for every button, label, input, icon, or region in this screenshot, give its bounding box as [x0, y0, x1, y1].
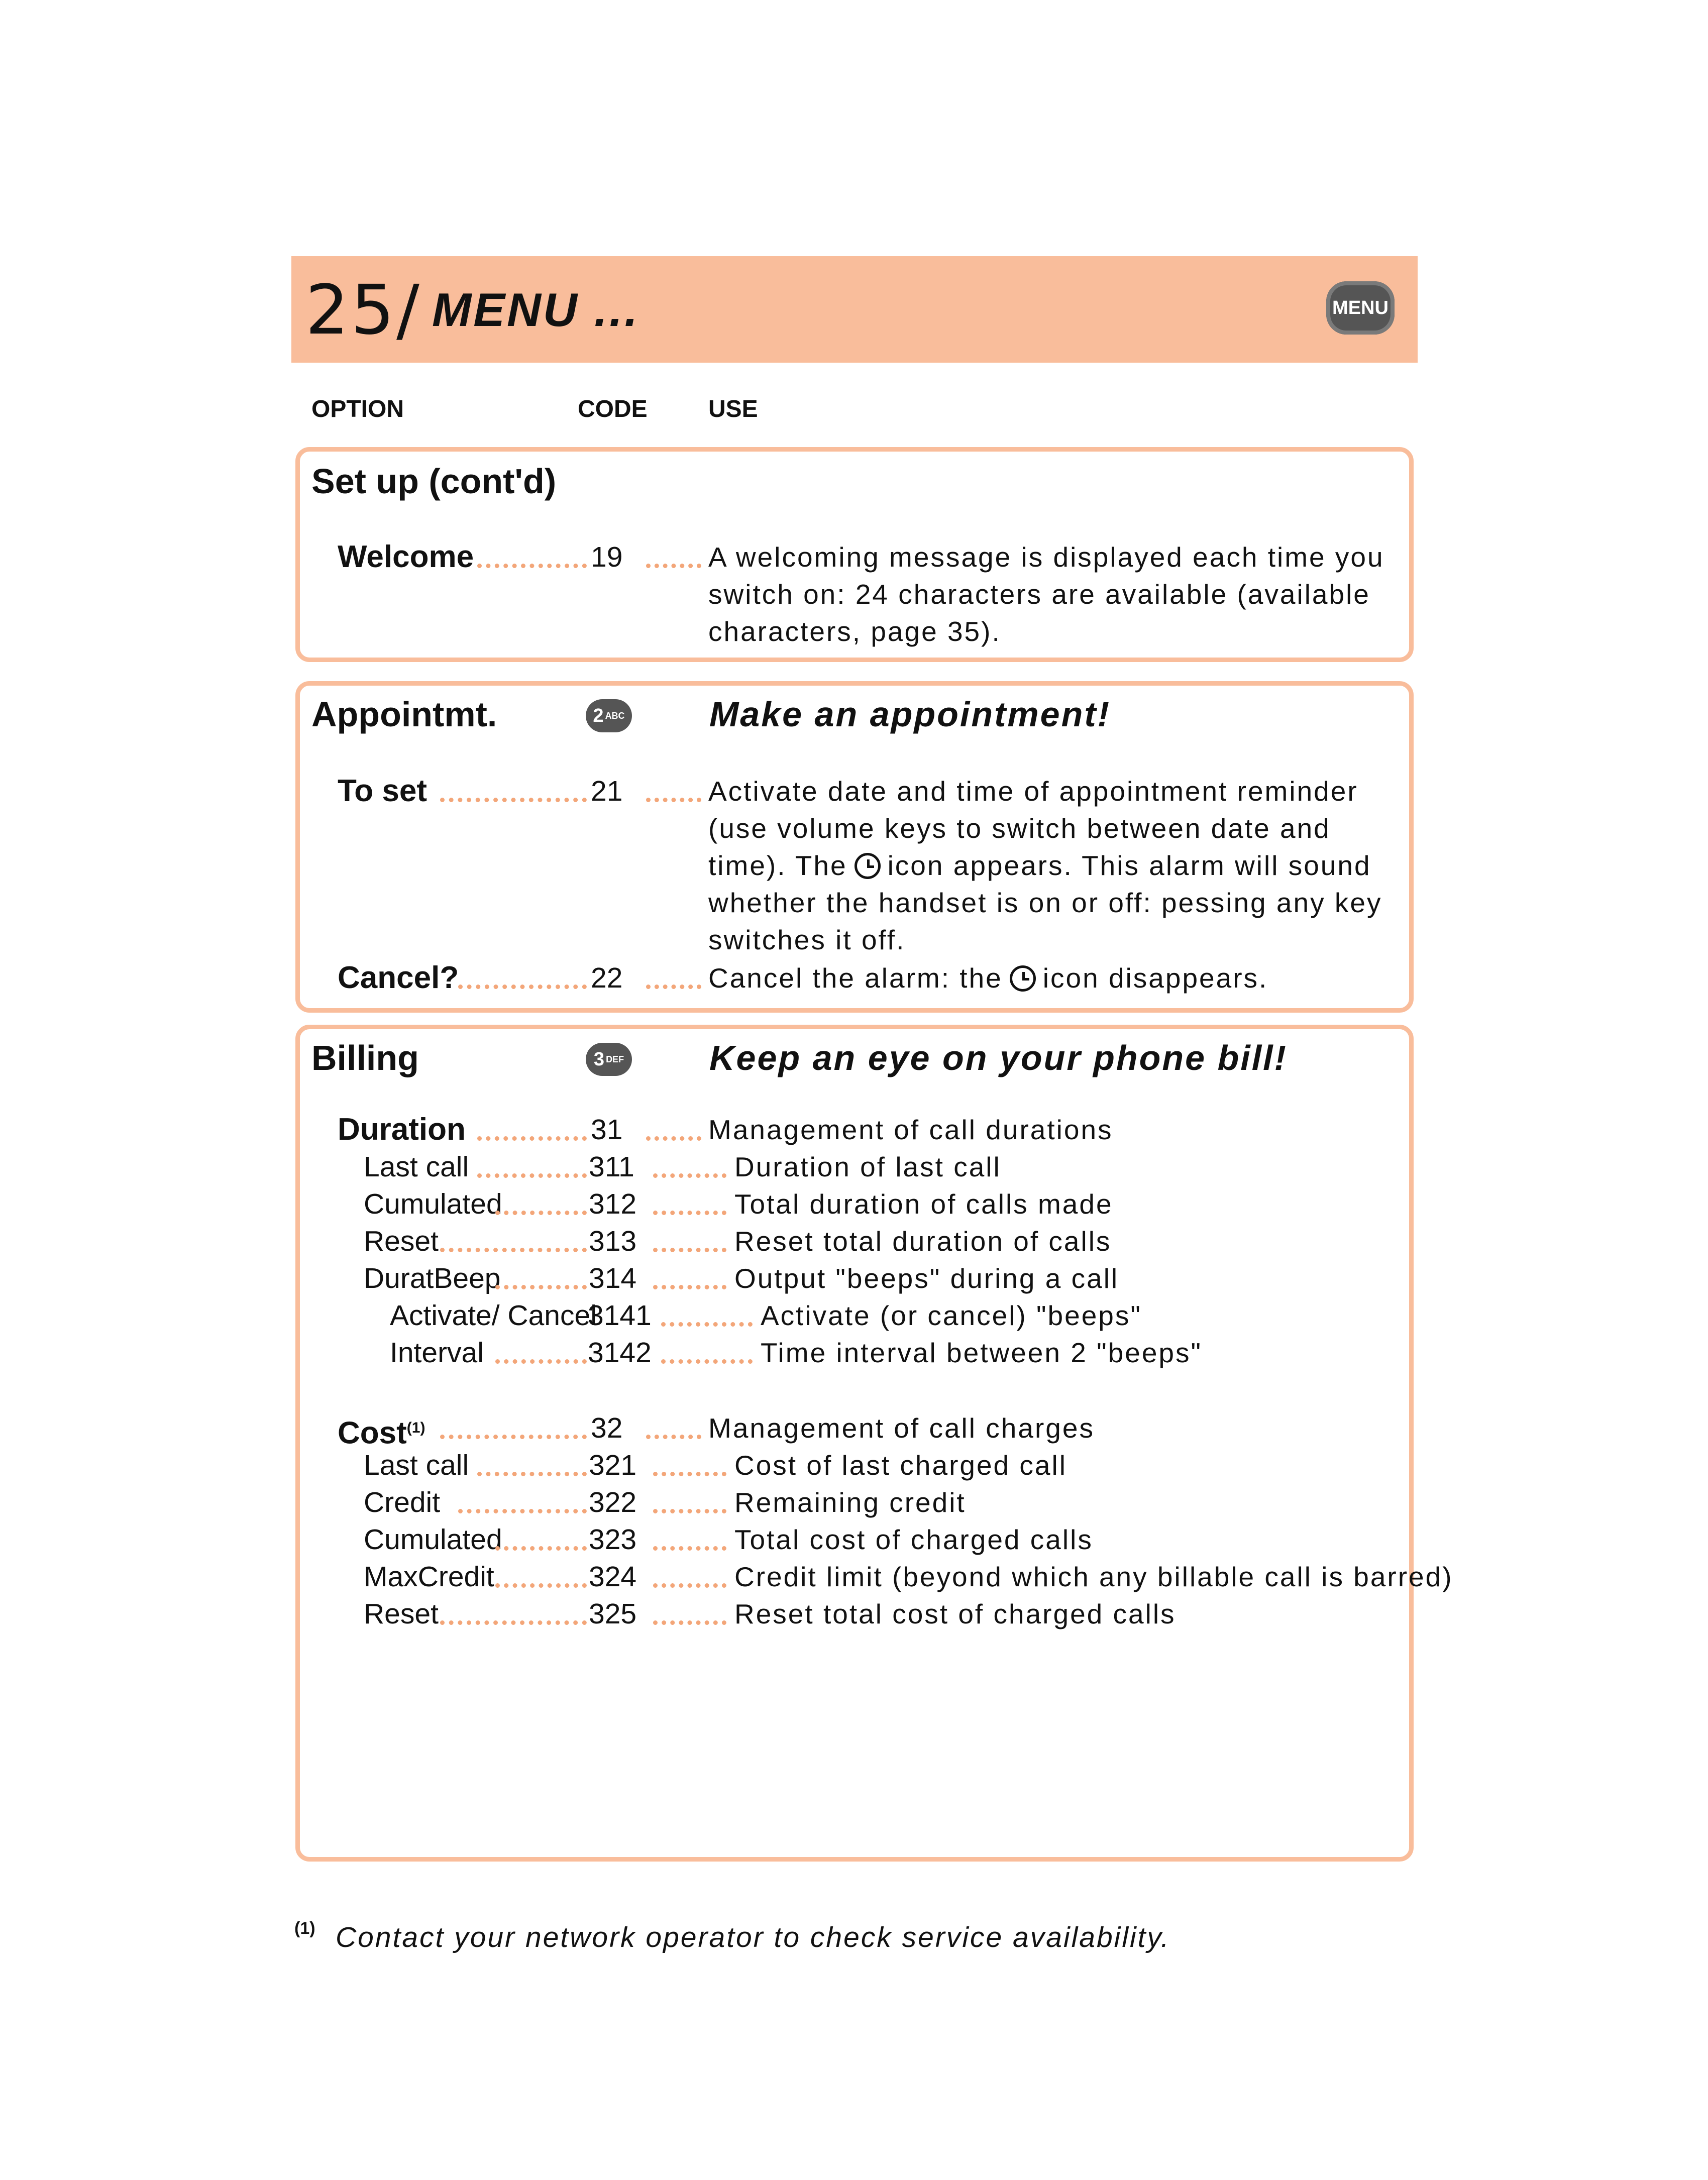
- clock-icon: [855, 853, 881, 879]
- duratbeep-interval-use: Time interval between 2 "beeps": [761, 1337, 1203, 1368]
- duration-cumulated-code: 312: [589, 1188, 637, 1220]
- leader-dots: [477, 564, 587, 568]
- duration-code: 31: [591, 1114, 623, 1146]
- to-set-code: 21: [591, 775, 623, 807]
- duration-duratbeep-use: Output "beeps" during a call: [734, 1263, 1119, 1294]
- duration-use: Management of call durations: [708, 1114, 1113, 1145]
- duration-last-call-use: Duration of last call: [734, 1151, 1001, 1182]
- cost-cumulated-code: 323: [589, 1523, 637, 1556]
- leader-dots: [495, 1583, 587, 1588]
- leader-dots: [653, 1211, 726, 1215]
- cost-credit-use: Remaining credit: [734, 1487, 966, 1518]
- leader-dots: [495, 1546, 587, 1551]
- duration-last-call-option: Last call: [364, 1151, 469, 1183]
- leader-dots: [661, 1322, 753, 1327]
- leader-dots: [440, 1620, 587, 1625]
- cancel-option: Cancel?: [338, 960, 459, 995]
- leader-dots: [653, 1285, 726, 1289]
- leader-dots: [495, 1285, 587, 1289]
- leader-dots: [646, 1136, 701, 1141]
- leader-dots: [646, 798, 701, 802]
- page-title: MENU ...: [432, 283, 640, 336]
- duration-cumulated-use: Total duration of calls made: [734, 1188, 1113, 1220]
- cost-use: Management of call charges: [708, 1412, 1095, 1444]
- duratbeep-activate-option: Activate/ Cancel: [390, 1299, 597, 1332]
- leader-dots: [646, 985, 701, 989]
- leader-dots: [495, 1211, 587, 1215]
- leader-dots: [646, 1435, 701, 1439]
- cost-last-call-code: 321: [589, 1449, 637, 1481]
- welcome-use: A welcoming message is displayed each time you switch on: 24 characters are available (available characters, page 35).: [708, 541, 1384, 647]
- footnote-mark: (1): [294, 1919, 315, 1938]
- leader-dots: [653, 1583, 726, 1588]
- footnote-text: Contact your network operator to check service availability.: [336, 1921, 1170, 1953]
- duration-cumulated-option: Cumulated: [364, 1188, 502, 1220]
- leader-dots: [477, 1173, 587, 1178]
- leader-dots: [653, 1248, 726, 1252]
- cancel-code: 22: [591, 962, 623, 994]
- cost-credit-option: Credit: [364, 1486, 441, 1518]
- leader-dots: [653, 1620, 726, 1625]
- key-2-icon: 2 ABC: [586, 699, 632, 732]
- cost-credit-code: 322: [589, 1486, 637, 1518]
- cost-cumulated-option: Cumulated: [364, 1523, 502, 1556]
- leader-dots: [458, 1509, 587, 1513]
- duratbeep-interval-code: 3142: [588, 1337, 652, 1369]
- leader-dots: [495, 1359, 587, 1364]
- clock-icon: [1010, 965, 1036, 992]
- cost-maxcredit-use: Credit limit (beyond which any billable call is barred): [734, 1561, 1453, 1592]
- to-set-option: To set: [338, 774, 427, 808]
- duration-duratbeep-code: 314: [589, 1262, 637, 1294]
- duration-reset-code: 313: [589, 1225, 637, 1257]
- duration-reset-use: Reset total duration of calls: [734, 1226, 1112, 1257]
- duration-duratbeep-option: DuratBeep: [364, 1262, 501, 1294]
- duratbeep-activate-code: 3141: [588, 1299, 652, 1332]
- leader-dots: [653, 1173, 726, 1178]
- key-3-icon: 3 DEF: [586, 1043, 632, 1076]
- leader-dots: [661, 1359, 753, 1364]
- leader-dots: [440, 1435, 587, 1439]
- cancel-use: Cancel the alarm: the icon disappears.: [708, 962, 1268, 994]
- billing-title: Billing: [311, 1038, 419, 1077]
- page-header: [291, 256, 1418, 363]
- menu-key-icon: MENU: [1326, 281, 1395, 335]
- duration-last-call-code: 311: [589, 1151, 634, 1183]
- billing-tagline: Keep an eye on your phone bill!: [709, 1038, 1288, 1077]
- leader-dots: [440, 798, 587, 802]
- cost-maxcredit-option: MaxCredit: [364, 1561, 494, 1593]
- leader-dots: [477, 1136, 587, 1141]
- column-header-option: OPTION: [311, 396, 404, 422]
- duratbeep-activate-use: Activate (or cancel) "beeps": [761, 1300, 1142, 1331]
- welcome-code: 19: [591, 541, 623, 573]
- appointment-title: Appointmt.: [311, 695, 497, 734]
- setup-title: Set up (cont'd): [311, 462, 557, 501]
- cost-code: 32: [591, 1412, 623, 1444]
- leader-dots: [458, 985, 587, 989]
- leader-dots: [653, 1472, 726, 1476]
- leader-dots: [653, 1546, 726, 1551]
- welcome-option: Welcome: [338, 539, 474, 574]
- leader-dots: [440, 1248, 587, 1252]
- duratbeep-interval-option: Interval: [390, 1337, 484, 1369]
- cost-last-call-option: Last call: [364, 1449, 469, 1481]
- appointment-tagline: Make an appointment!: [709, 695, 1111, 734]
- cost-reset-code: 325: [589, 1598, 637, 1630]
- cost-reset-use: Reset total cost of charged calls: [734, 1598, 1176, 1629]
- cost-last-call-use: Cost of last charged call: [734, 1450, 1067, 1481]
- duration-option: Duration: [338, 1112, 466, 1147]
- cost-reset-option: Reset: [364, 1598, 439, 1630]
- cost-option: Cost$^{(1)}$: [338, 1415, 425, 1451]
- column-header-use: USE: [708, 396, 758, 422]
- leader-dots: [653, 1509, 726, 1513]
- footnote-reference: (1): [406, 1420, 425, 1436]
- leader-dots: [646, 564, 701, 568]
- column-header-code: CODE: [578, 396, 648, 422]
- duration-reset-option: Reset: [364, 1225, 439, 1257]
- to-set-use: Activate date and time of appointment reminder (use volume keys to switch between date and time). The icon appears. This alarm will sound whether the handset is on or off: pessing any key switches it off.: [708, 776, 1382, 955]
- page-number: 25/: [305, 271, 421, 350]
- cost-maxcredit-code: 324: [589, 1561, 637, 1593]
- leader-dots: [477, 1472, 587, 1476]
- cost-cumulated-use: Total cost of charged calls: [734, 1524, 1093, 1555]
